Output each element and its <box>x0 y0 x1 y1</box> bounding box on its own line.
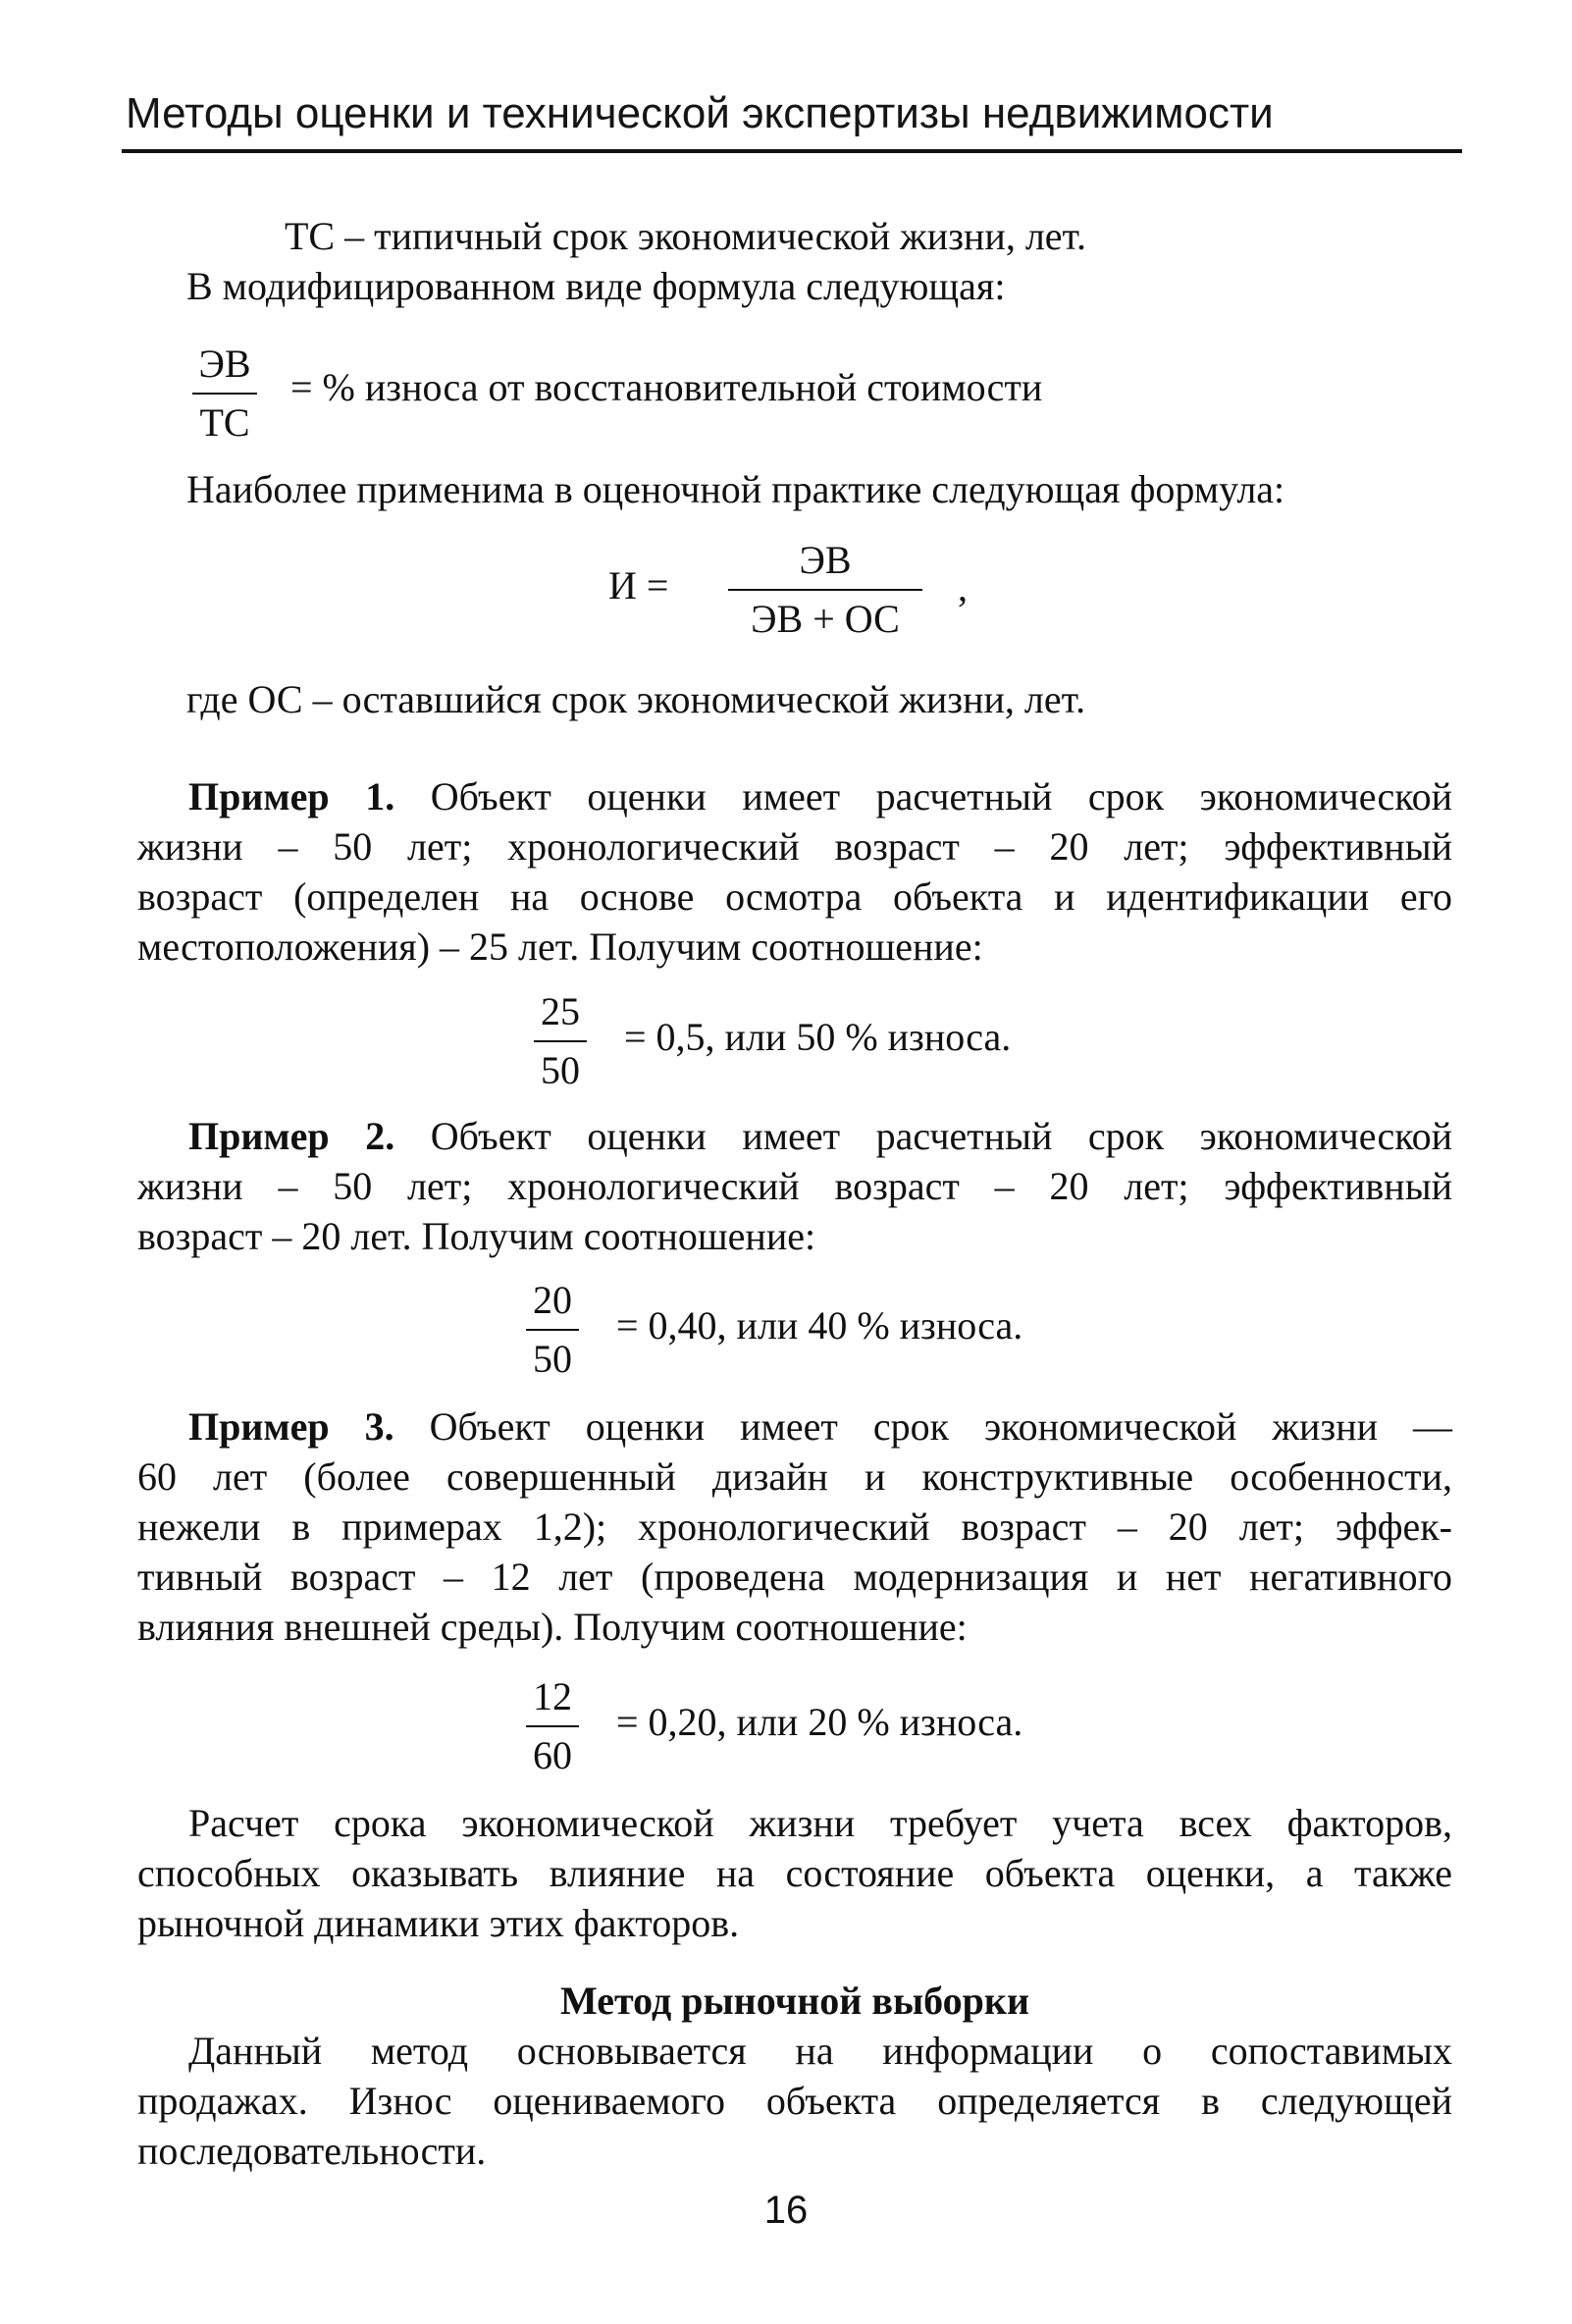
fraction-bar <box>728 589 922 591</box>
example3-line-1: Пример 3. Объект оценки имеет срок экономической жизни — <box>188 1404 1453 1449</box>
modified-formula-intro: В модифицированном виде формула следующая: <box>186 264 1006 308</box>
example3-line-3: нежели в примерах 1,2); хронологический возраст – 20 лет; эффек- <box>137 1505 1452 1549</box>
example2-line-2: жизни – 50 лет; хронологический возраст – 20 лет; эффективный <box>137 1164 1452 1208</box>
fraction-bar <box>534 1040 587 1042</box>
example1-line-1: Пример 1. Объект оценки имеет расчетный срок экономической <box>188 774 1453 819</box>
example3-line-5: влияния внешней среды). Получим соотношение: <box>137 1605 968 1649</box>
calc-note-paragraph <box>137 1798 1452 1948</box>
example3-line-4: тивный возраст – 12 лет (проведена модернизация и нет негативного <box>137 1555 1452 1599</box>
example1-result: = 0,5, или 50 % износа. <box>624 1015 1012 1059</box>
example2-line-3: возраст – 20 лет. Получим соотношение: <box>137 1214 816 1258</box>
example3-fraction <box>526 1672 579 1780</box>
example3-paragraph <box>137 1401 1452 1652</box>
example1-fraction <box>534 987 587 1095</box>
example3-result: = 0,20, или 20 % износа. <box>616 1700 1023 1744</box>
example2-paragraph <box>137 1111 1452 1261</box>
formula1-denominator: ТС <box>199 400 250 445</box>
applicable-formula-intro: Наиболее применима в оценочной практике следующая формула: <box>186 467 1285 511</box>
example1-line-2: жизни – 50 лет; хронологический возраст – 20 лет; эффективный <box>137 824 1452 869</box>
section-line-2: продажах. Износ оцениваемого объекта определяется в следующей <box>137 2079 1452 2123</box>
example2-result: = 0,40, или 40 % износа. <box>616 1303 1023 1347</box>
formula2-comma: , <box>958 565 968 609</box>
header-rule <box>122 149 1462 153</box>
example1-numerator: 25 <box>541 989 580 1033</box>
fraction-bar <box>526 1329 579 1331</box>
formula1-rhs: = % износа от восстановительной стоимости <box>290 365 1043 409</box>
calc-note-line-3: рыночной динамики этих факторов. <box>137 1901 740 1945</box>
example1-line-4: местоположения) – 25 лет. Получим соотношение: <box>137 924 983 969</box>
calc-note-line-2: способных оказывать влияние на состояние объекта оценки, а также <box>137 1851 1452 1895</box>
formula2-fraction <box>728 536 922 644</box>
example2-numerator: 20 <box>533 1278 572 1322</box>
section-line-1: Данный метод основывается на информации о сопоставимых <box>188 2029 1452 2073</box>
tc-definition: ТС – типичный срок экономической жизни, лет. <box>285 214 1087 258</box>
formula2-denominator: ЭВ + ОС <box>751 597 900 641</box>
formula2-numerator: ЭВ <box>799 538 852 582</box>
page-number: 16 <box>763 2189 809 2232</box>
example1-paragraph <box>137 771 1452 972</box>
example1-line-3: возраст (определен на основе осмотра объекта и идентификации его <box>137 874 1452 919</box>
fraction-bar <box>526 1725 579 1727</box>
where-definition: где ОС – оставшийся срок экономической жизни, лет. <box>186 677 1086 721</box>
formula1-fraction <box>192 340 257 448</box>
formula1-numerator: ЭВ <box>198 342 251 386</box>
calc-note-line-1: Расчет срока экономической жизни требует учета всех факторов, <box>188 1801 1452 1845</box>
section-paragraph <box>137 2026 1452 2176</box>
section-line-3: последовательности. <box>137 2129 487 2173</box>
example2-label: Пример 2. <box>188 1114 395 1158</box>
fraction-bar <box>192 393 257 395</box>
formula2-lhs: И = <box>608 563 669 607</box>
example2-fraction <box>526 1276 579 1384</box>
example3-denominator: 60 <box>533 1733 572 1777</box>
example3-label: Пример 3. <box>188 1404 394 1449</box>
running-header: Методы оценки и технической экспертизы недвижимости <box>126 89 1274 137</box>
section-title: Метод рыночной выборки <box>560 1979 1029 2023</box>
example3-line-2: 60 лет (более совершенный дизайн и конструктивные особенности, <box>137 1454 1452 1499</box>
example2-line-1: Пример 2. Объект оценки имеет расчетный срок экономической <box>188 1114 1453 1158</box>
example1-denominator: 50 <box>541 1048 580 1092</box>
example1-label: Пример 1. <box>188 774 395 819</box>
example3-numerator: 12 <box>533 1674 572 1718</box>
example2-denominator: 50 <box>533 1337 572 1381</box>
